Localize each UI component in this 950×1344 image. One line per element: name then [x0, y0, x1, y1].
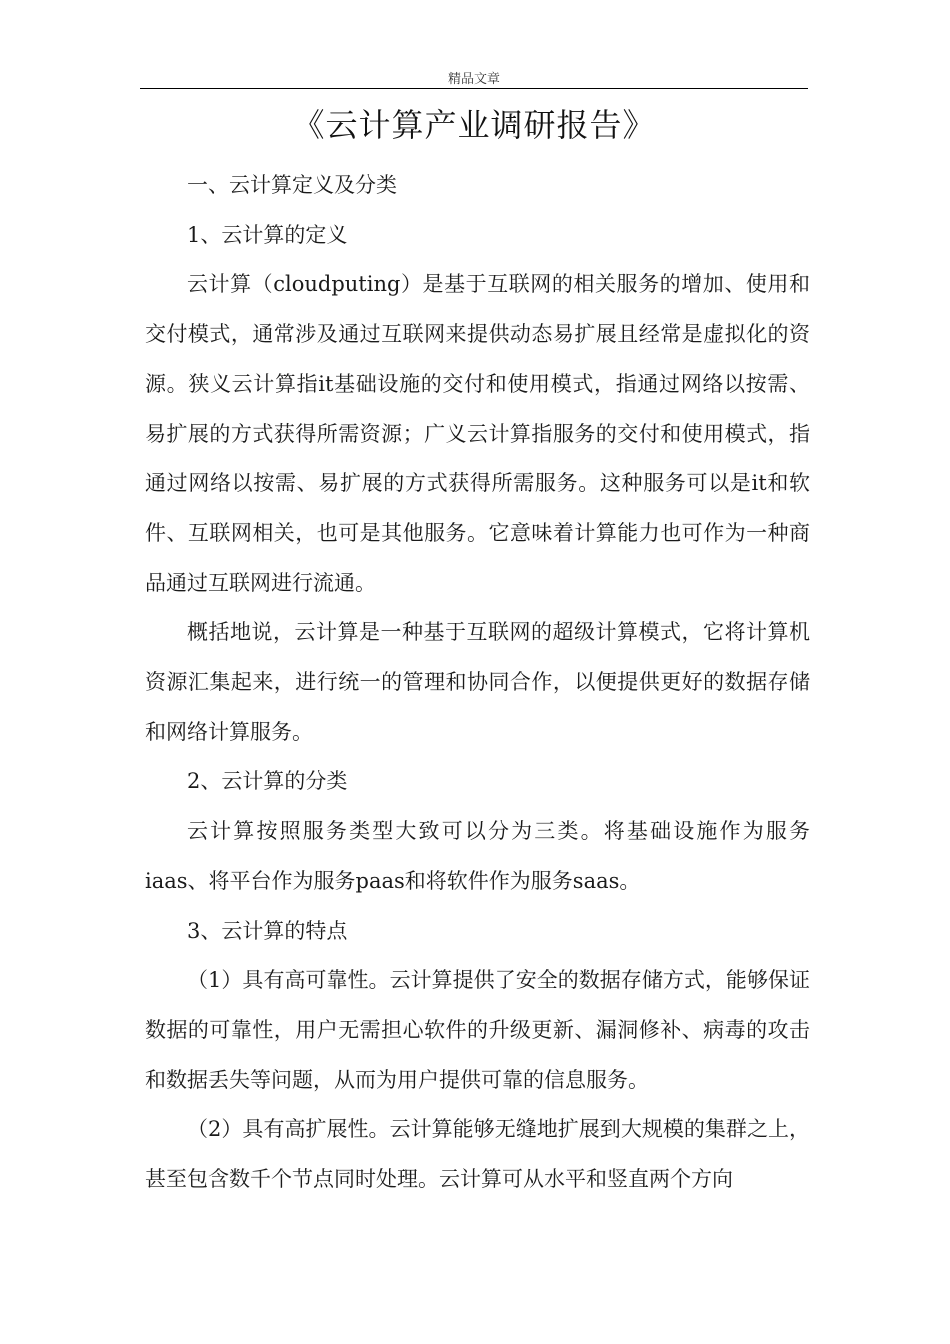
body-paragraph: （1）具有高可靠性。云计算提供了安全的数据存储方式，能够保证数据的可靠性，用户无需担心软件的升级更新、漏洞修补、病毒的攻击和数据丢失等问题，从而为用户提供可靠的信息服务。	[145, 968, 810, 1092]
subsection-heading: 2、云计算的分类	[187, 769, 348, 794]
body-paragraph: 云计算（cloudputing）是基于互联网的相关服务的增加、使用和交付模式，通常涉及通过互联网来提供动态易扩展且经常是虚拟化的资源。狭义云计算指it基础设施的交付和使用模式，指通过网络以按需、易扩展的方式获得所需资源；广义云计算指服务的交付和使用模式，指通过网络以按需、易扩展的方式获得所需服务。这种服务可以是it和软件、互联网相关，也可是其他服务。它意味着计算能力也可作为一种商品通过互联网进行流通。	[145, 272, 810, 595]
document-body	[145, 161, 810, 1205]
document-title: 《云计算产业调研报告》	[292, 106, 656, 144]
subsection-heading: 3、云计算的特点	[187, 918, 348, 943]
body-paragraph: 云计算按照服务类型大致可以分为三类。将基础设施作为服务iaas、将平台作为服务paas和将软件作为服务saas。	[145, 819, 810, 893]
body-paragraph: 概括地说，云计算是一种基于互联网的超级计算模式，它将计算机资源汇集起来，进行统一的管理和协同合作，以便提供更好的数据存储和网络计算服务。	[145, 620, 810, 744]
running-header: 精品文章	[447, 72, 500, 87]
subsection-heading: 1、云计算的定义	[187, 222, 348, 247]
header-divider	[140, 88, 808, 89]
section-heading: 一、云计算定义及分类	[187, 173, 397, 197]
body-paragraph: （2）具有高扩展性。云计算能够无缝地扩展到大规模的集群之上，甚至包含数千个节点同时处理。云计算可从水平和竖直两个方向	[145, 1117, 810, 1192]
